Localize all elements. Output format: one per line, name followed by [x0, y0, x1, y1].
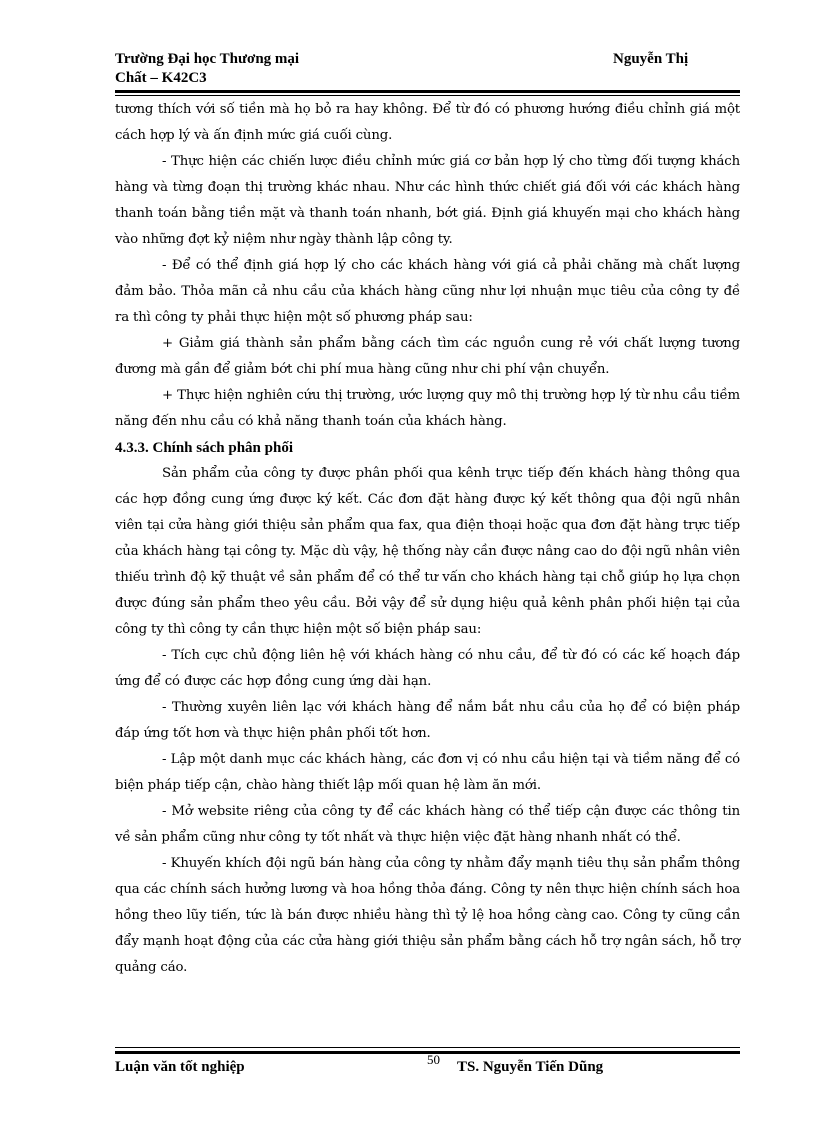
- paragraph: Sản phẩm của công ty được phân phối qua kênh trực tiếp đến khách hàng thông qua các hợp đồng cung ứng được ký kết. Các đơn đặt hàng được ký kết thông qua đội ngũ nhân viên tại cửa hàng giới thiệu sản phẩm qua fax, qua điện thoại hoặc qua đơn đặt hàng trực tiếp của khách hàng tại công ty. Mặc dù vậy, hệ thống này cần được nâng cao do đội ngũ nhân viên thiếu trình độ kỹ thuật về sản phẩm để có thể tư vấn cho khách hàng tại chỗ giúp họ lựa chọn được đúng sản phẩm theo yêu cầu. Bởi vậy để sử dụng hiệu quả kênh phân phối hiện tại của công ty thì công ty cần thực hiện một số biện pháp sau:: [115, 466, 740, 637]
- paragraph: tương thích với số tiền mà họ bỏ ra hay không. Để từ đó có phương hướng điều chỉnh giá một cách hợp lý và ấn định mức giá cuối cùng.: [115, 102, 740, 143]
- paragraph: - Mở website riêng của công ty để các khách hàng có thể tiếp cận được các thông tin về sản phẩm cũng như công ty tốt nhất và thực hiện việc đặt hàng nhanh nhất có thể.: [115, 804, 740, 845]
- header-school: Trường Đại học Thương mại: [115, 51, 300, 67]
- header-rule: [115, 90, 740, 93]
- section-heading: 4.3.3. Chính sách phân phối: [115, 440, 293, 456]
- paragraph: - Tích cực chủ động liên hệ với khách hàng có nhu cầu, để từ đó có các kế hoạch đáp ứng để có được các hợp đồng cung ứng dài hạn.: [115, 648, 740, 689]
- page-body: [115, 97, 740, 981]
- header-author: Nguyễn Thị: [613, 51, 689, 67]
- paragraph: + Thực hiện nghiên cứu thị trường, ước lượng quy mô thị trường hợp lý từ nhu cầu tiềm năng đến nhu cầu có khả năng thanh toán của khách hàng.: [115, 388, 740, 429]
- footer-document-type: Luận văn tốt nghiệp: [115, 1059, 245, 1075]
- paragraph: - Thực hiện các chiến lược điều chỉnh mức giá cơ bản hợp lý cho từng đối tượng khách hàng và từng đoạn thị trường khác nhau. Như các hình thức chiết giá đối với các khách hàng thanh toán bằng tiền mặt và thanh toán nhanh, bớt giá. Định giá khuyến mại cho khách hàng vào những đợt kỷ niệm như ngày thành lập công ty.: [115, 154, 740, 247]
- header-class: Chất – K42C3: [115, 70, 207, 86]
- paragraph: - Thường xuyên liên lạc với khách hàng để nắm bắt nhu cầu của họ để có biện pháp đáp ứng tốt hơn và thực hiện phân phối tốt hơn.: [115, 700, 740, 741]
- paragraph: - Khuyến khích đội ngũ bán hàng của công ty nhằm đẩy mạnh tiêu thụ sản phẩm thông qua các chính sách hưởng lương và hoa hồng thỏa đáng. Công ty nên thực hiện chính sách hoa hồng theo lũy tiến, tức là bán được nhiều hàng thì tỷ lệ hoa hồng càng cao. Công ty cũng cần đẩy mạnh hoạt động của các cửa hàng giới thiệu sản phẩm bằng cách hỗ trợ ngân sách, hỗ trợ quảng cáo.: [115, 856, 740, 975]
- header-rule-thin: [115, 95, 740, 96]
- footer-advisor: TS. Nguyễn Tiến Dũng: [457, 1059, 604, 1075]
- footer-rule-thin: [115, 1047, 740, 1048]
- paragraph: - Lập một danh mục các khách hàng, các đơn vị có nhu cầu hiện tại và tiềm năng để có biện pháp tiếp cận, chào hàng thiết lập mối quan hệ làm ăn mới.: [115, 752, 740, 793]
- paragraph: - Để có thể định giá hợp lý cho các khách hàng với giá cả phải chăng mà chất lượng đảm bảo. Thỏa mãn cả nhu cầu của khách hàng cũng như lợi nhuận mục tiêu của công ty đề ra thì công ty phải thực hiện một số phương pháp sau:: [115, 258, 740, 325]
- paragraph: + Giảm giá thành sản phẩm bằng cách tìm các nguồn cung rẻ với chất lượng tương đương mà gần để giảm bớt chi phí mua hàng cũng như chi phí vận chuyển.: [115, 336, 740, 377]
- page-number: 50: [427, 1052, 440, 1067]
